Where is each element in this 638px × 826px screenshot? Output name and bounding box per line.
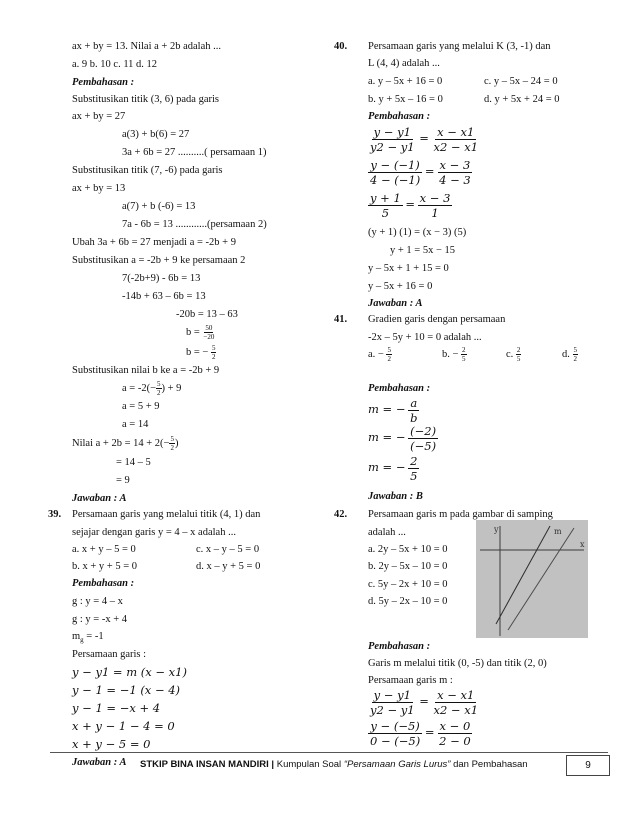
q39-stem: sejajar dengan garis y = 4 – x adalah ...: [72, 527, 236, 538]
q39-option-b: b. x + y + 5 = 0: [72, 561, 138, 572]
q42-option-a: a. 2y – 5x + 10 = 0: [368, 544, 448, 555]
q41-answer: Jawaban : B: [368, 491, 423, 502]
q42-option-b: b. 2y – 5x – 10 = 0: [368, 561, 448, 572]
q40-option-d: d. y + 5x + 24 = 0: [484, 94, 560, 105]
q39-option-a: a. x + y – 5 = 0: [72, 544, 136, 555]
text-line: -14b + 63 – 6b = 13: [122, 291, 206, 302]
footer-rule: [50, 752, 608, 753]
fraction: $\frac{5}{2}$: [170, 435, 174, 452]
q40-option-a: a. y – 5x + 16 = 0: [368, 76, 443, 87]
question-number-39: 39.: [48, 509, 62, 520]
math-line: 𝑥 + 𝑦 − 5 = 0: [72, 737, 151, 751]
graph-m-label: m: [554, 527, 562, 536]
fraction: $\frac{5}{2}$: [211, 344, 216, 361]
q42-option-c: c. 5y – 2x + 10 = 0: [368, 579, 448, 590]
fraction-line: Nilai a + 2b = 14 + 2(− $\frac{5}{2}$ ): [72, 435, 179, 452]
footer-institution: STKIP BINA INSAN MANDIRI: [140, 759, 269, 770]
text-line: a(7) + b (-6) = 13: [122, 201, 196, 212]
question-number-41: 41.: [334, 314, 348, 325]
equation: 𝑚 = − $\frac{\text{𝑎}}{\text{𝑏}}$: [368, 396, 418, 425]
text-line: 7(-2b+9) - 6b = 13: [122, 273, 201, 284]
q41-option-c: c. $\frac{2}{5}$: [506, 346, 521, 363]
footer-text: Kumpulan Soal: [276, 759, 344, 770]
text-line: g : y = -x + 4: [72, 614, 128, 625]
fraction-line: b = $\frac{50}{-20}$: [186, 324, 215, 341]
q39-option-d: d. x – y + 5 = 0: [196, 561, 261, 572]
equation: $\frac{\text{𝑦 − 𝑦1}}{\text{𝑦2 − 𝑦1}}$ = $\frac{\text{𝑥 − 𝑥1}}{\text{𝑥2 − 𝑥1}}$: [370, 125, 479, 154]
fraction: $\frac{5}{2}$: [157, 380, 161, 397]
text-line: Substitusikan nilai b ke a = -2b + 9: [72, 365, 220, 376]
q39-option-c: c. x – y – 5 = 0: [196, 544, 260, 555]
q40-stem: L (4, 4) adalah ...: [368, 58, 440, 69]
text-line: Ubah 3a + 6b = 27 menjadi a = -2b + 9: [72, 237, 236, 248]
graph-shading: [476, 520, 588, 638]
text-line: ax + by = 13: [72, 183, 126, 194]
q42-stem: adalah ...: [368, 527, 406, 538]
q38-answer: Jawaban : A: [72, 493, 127, 504]
q41-stem: Gradien garis dengan persamaan: [368, 314, 506, 325]
math-line: 𝑥 + 𝑦 − 1 − 4 = 0: [72, 719, 175, 733]
equation: $\frac{\text{𝑦 − 𝑦1}}{\text{𝑦2 − 𝑦1}}$ = $\frac{\text{𝑥 − 𝑥1}}{\text{𝑥2 − 𝑥1}}$: [370, 688, 479, 717]
math-line: 𝑦 − 1 = −1 (𝑥 − 4): [72, 683, 181, 697]
q38-pembahasan-heading: Pembahasan :: [72, 77, 135, 88]
text-line: a(3) + b(6) = 27: [122, 129, 190, 140]
question-number-42: 42.: [334, 509, 348, 520]
q42-pembahasan-heading: Pembahasan :: [368, 641, 431, 652]
equation: $\frac{\text{𝑦 − (−1)}}{4 - (-1)}$ = $\frac{\text{𝑥 − 3}}{4 - 3}$: [370, 158, 471, 187]
text-line: (y + 1) (1) = (x − 3) (5): [368, 227, 467, 238]
footer-separator: |: [268, 759, 277, 770]
q40-option-c: c. y – 5x – 24 = 0: [484, 76, 558, 87]
footer-text: dan Pembahasan: [450, 759, 528, 770]
fraction: $\frac{50}{-20}$: [203, 324, 215, 341]
q39-answer: Jawaban : A: [72, 757, 127, 768]
text-line: -20b = 13 – 63: [176, 309, 238, 320]
text-line: y – 5x + 1 + 15 = 0: [368, 263, 449, 274]
text-line: = 14 – 5: [116, 457, 151, 468]
fraction-line: b = − $\frac{5}{2}$: [186, 344, 216, 361]
q41-stem: -2x – 5y + 10 = 0 adalah ...: [368, 332, 482, 343]
text-line: y + 1 = 5x − 15: [390, 245, 456, 256]
text-line: y – 5x + 16 = 0: [368, 281, 433, 292]
q41-option-d: d. $\frac{5}{2}$: [562, 346, 577, 363]
q41-pembahasan-heading: Pembahasan :: [368, 383, 431, 394]
graph-y-label: y: [494, 525, 499, 534]
q40-stem: Persamaan garis yang melalui K (3, -1) dan: [368, 41, 551, 52]
q38-options: a. 9 b. 10 c. 11 d. 12: [72, 59, 158, 70]
text-line: Substitusikan titik (7, -6) pada garis: [72, 165, 223, 176]
q39-stem: Persamaan garis yang melalui titik (4, 1) dan: [72, 509, 261, 520]
text-line: Substitusikan a = -2b + 9 ke persamaan 2: [72, 255, 246, 266]
equation: 𝑚 = − $\frac{2}{5}$: [368, 454, 418, 483]
text-line: Persamaan garis :: [72, 649, 147, 660]
q42-stem: Persamaan garis m pada gambar di samping: [368, 509, 553, 520]
text-line: ax + by = 27: [72, 111, 126, 122]
q40-answer: Jawaban : A: [368, 298, 423, 309]
text-line: Substitusikan titik (3, 6) pada garis: [72, 94, 219, 105]
q41-option-a: a. − $\frac{5}{2}$: [368, 346, 391, 363]
text-line: 3a + 6b = 27 ..........( persamaan 1): [122, 147, 267, 158]
line-graph-photo: [476, 520, 588, 638]
text-line: Garis m melalui titik (0, -5) dan titik (2, 0): [368, 658, 547, 669]
math-line: 𝑦 − 1 = −𝑥 + 4: [72, 701, 161, 715]
q38-stem-end: ax + by = 13. Nilai a + 2b adalah ...: [72, 41, 221, 52]
equation: $\frac{\text{𝑦 + 1}}{5}$ = $\frac{\text{𝑥 − 3}}{1}$: [370, 191, 451, 220]
q40-option-b: b. y + 5x – 16 = 0: [368, 94, 443, 105]
text-line: = 9: [116, 475, 130, 486]
fraction-line: a = -2(− $\frac{5}{2}$ ) + 9: [122, 380, 182, 397]
footer-title: “Persamaan Garis Lurus”: [343, 759, 451, 770]
page-footer: [140, 759, 528, 770]
gradient-line: $m_g = -1$: [72, 631, 104, 645]
q40-pembahasan-heading: Pembahasan :: [368, 111, 431, 122]
q42-option-d: d. 5y – 2x – 10 = 0: [368, 596, 448, 607]
text-line: a = 14: [122, 419, 149, 430]
equation: $\frac{\text{𝑦 − (−5)}}{0 - (-5)}$ = $\frac{\text{𝑥 − 0}}{2 - 0}$: [370, 719, 471, 748]
graph-x-label: x: [580, 540, 585, 549]
q41-option-b: b. − $\frac{2}{5}$: [442, 346, 466, 363]
text-line: a = 5 + 9: [122, 401, 160, 412]
text-line: g : y = 4 – x: [72, 596, 123, 607]
math-line: 𝑦 − 𝑦1 = 𝑚 (𝑥 − 𝑥1): [72, 665, 187, 679]
question-number-40: 40.: [334, 41, 348, 52]
text-line: 7a - 6b = 13 ............(persamaan 2): [122, 219, 267, 230]
text-line: Persamaan garis m :: [368, 675, 453, 686]
page-number: 9: [566, 755, 610, 776]
q39-pembahasan-heading: Pembahasan :: [72, 578, 135, 589]
equation: 𝑚 = − $\frac{(-2)}{(-5)}$: [368, 424, 437, 453]
